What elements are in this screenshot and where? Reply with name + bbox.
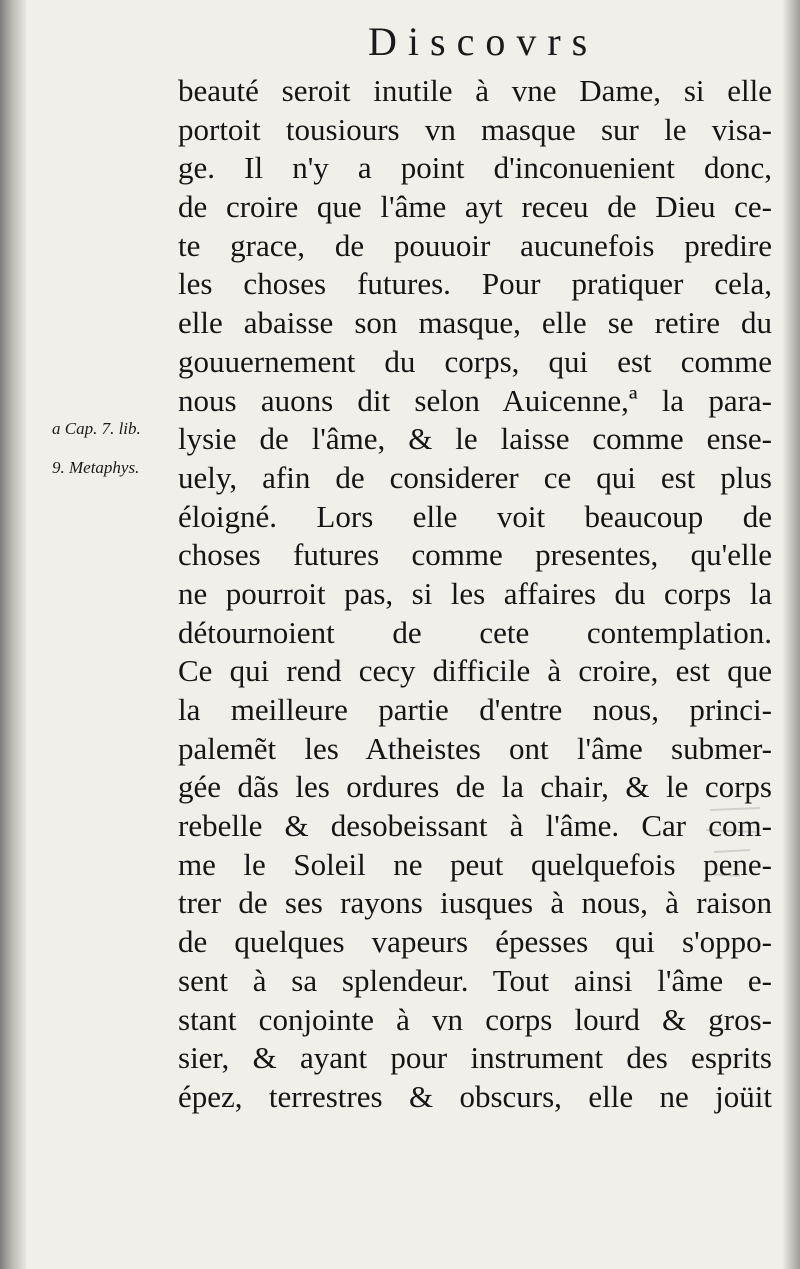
text-line: sier, & ayant pour instrument des esprits bbox=[178, 1040, 772, 1076]
text-line: la meilleure partie d'entre nous, princi- bbox=[178, 692, 772, 727]
binding-shadow bbox=[0, 0, 26, 1269]
text-line: ne pourroit pas, si les affaires du corps la bbox=[178, 575, 772, 611]
text-line: portoit tousiours vn masque sur le visa- bbox=[178, 111, 772, 147]
text-line: palemẽt les Atheistes ont l'âme submer- bbox=[178, 730, 772, 766]
text-line: ge. Il n'y a point d'inconuenient donc, bbox=[178, 150, 772, 186]
text-line: éloigné. Lors elle voit beaucoup de bbox=[178, 498, 772, 534]
text-line: rebelle & desobeissant à l'âme. Car com- bbox=[178, 808, 772, 844]
text-line: uely, afin de considerer ce qui est plus bbox=[178, 459, 772, 495]
text-line: de croire que l'âme ayt receu de Dieu ce- bbox=[178, 189, 772, 225]
text-line: gouuernement du corps, qui est comme bbox=[178, 343, 772, 379]
text-line: me le Soleil ne peut quelquefois pene- bbox=[178, 846, 772, 882]
text-line: nous auons dit selon Auicenne,ª la para- bbox=[178, 382, 772, 418]
text-line: de quelques vapeurs épesses qui s'oppo- bbox=[178, 924, 772, 960]
margin-note-reference: a Cap. 7. lib. bbox=[52, 419, 141, 438]
text-line: elle abaisse son masque, elle se retire du bbox=[178, 305, 772, 341]
text-line: gée dãs les ordures de la chair, & le corps bbox=[178, 769, 772, 805]
text-line: lysie de l'âme, & le laisse comme ense- bbox=[178, 421, 772, 457]
text-line: Ce qui rend cecy difficile à croire, est que bbox=[178, 653, 772, 689]
text-line: les choses futures. Pour pratiquer cela, bbox=[178, 266, 772, 302]
bleed-through-marks bbox=[700, 790, 770, 900]
text-line: épez, terrestres & obscurs, elle ne joüit bbox=[178, 1078, 772, 1114]
margin-note-reference: 9. Metaphys. bbox=[52, 458, 140, 477]
text-line: beauté seroit inutile à vne Dame, si elle bbox=[178, 73, 772, 108]
text-line: trer de ses rayons iusques à nous, à raison bbox=[178, 885, 772, 921]
page-edge-shadow bbox=[782, 0, 800, 1269]
text-line: détournoient de cete contemplation. bbox=[178, 614, 772, 650]
body-text bbox=[178, 72, 772, 1117]
text-line: sent à sa splendeur. Tout ainsi l'âme e- bbox=[178, 962, 772, 998]
running-header: Discovrs bbox=[368, 19, 599, 64]
text-line: te grace, de pouuoir aucunefois predire bbox=[178, 227, 772, 263]
text-line: stant conjointe à vn corps lourd & gros- bbox=[178, 1001, 772, 1037]
text-line: choses futures comme presentes, qu'elle bbox=[178, 537, 772, 573]
